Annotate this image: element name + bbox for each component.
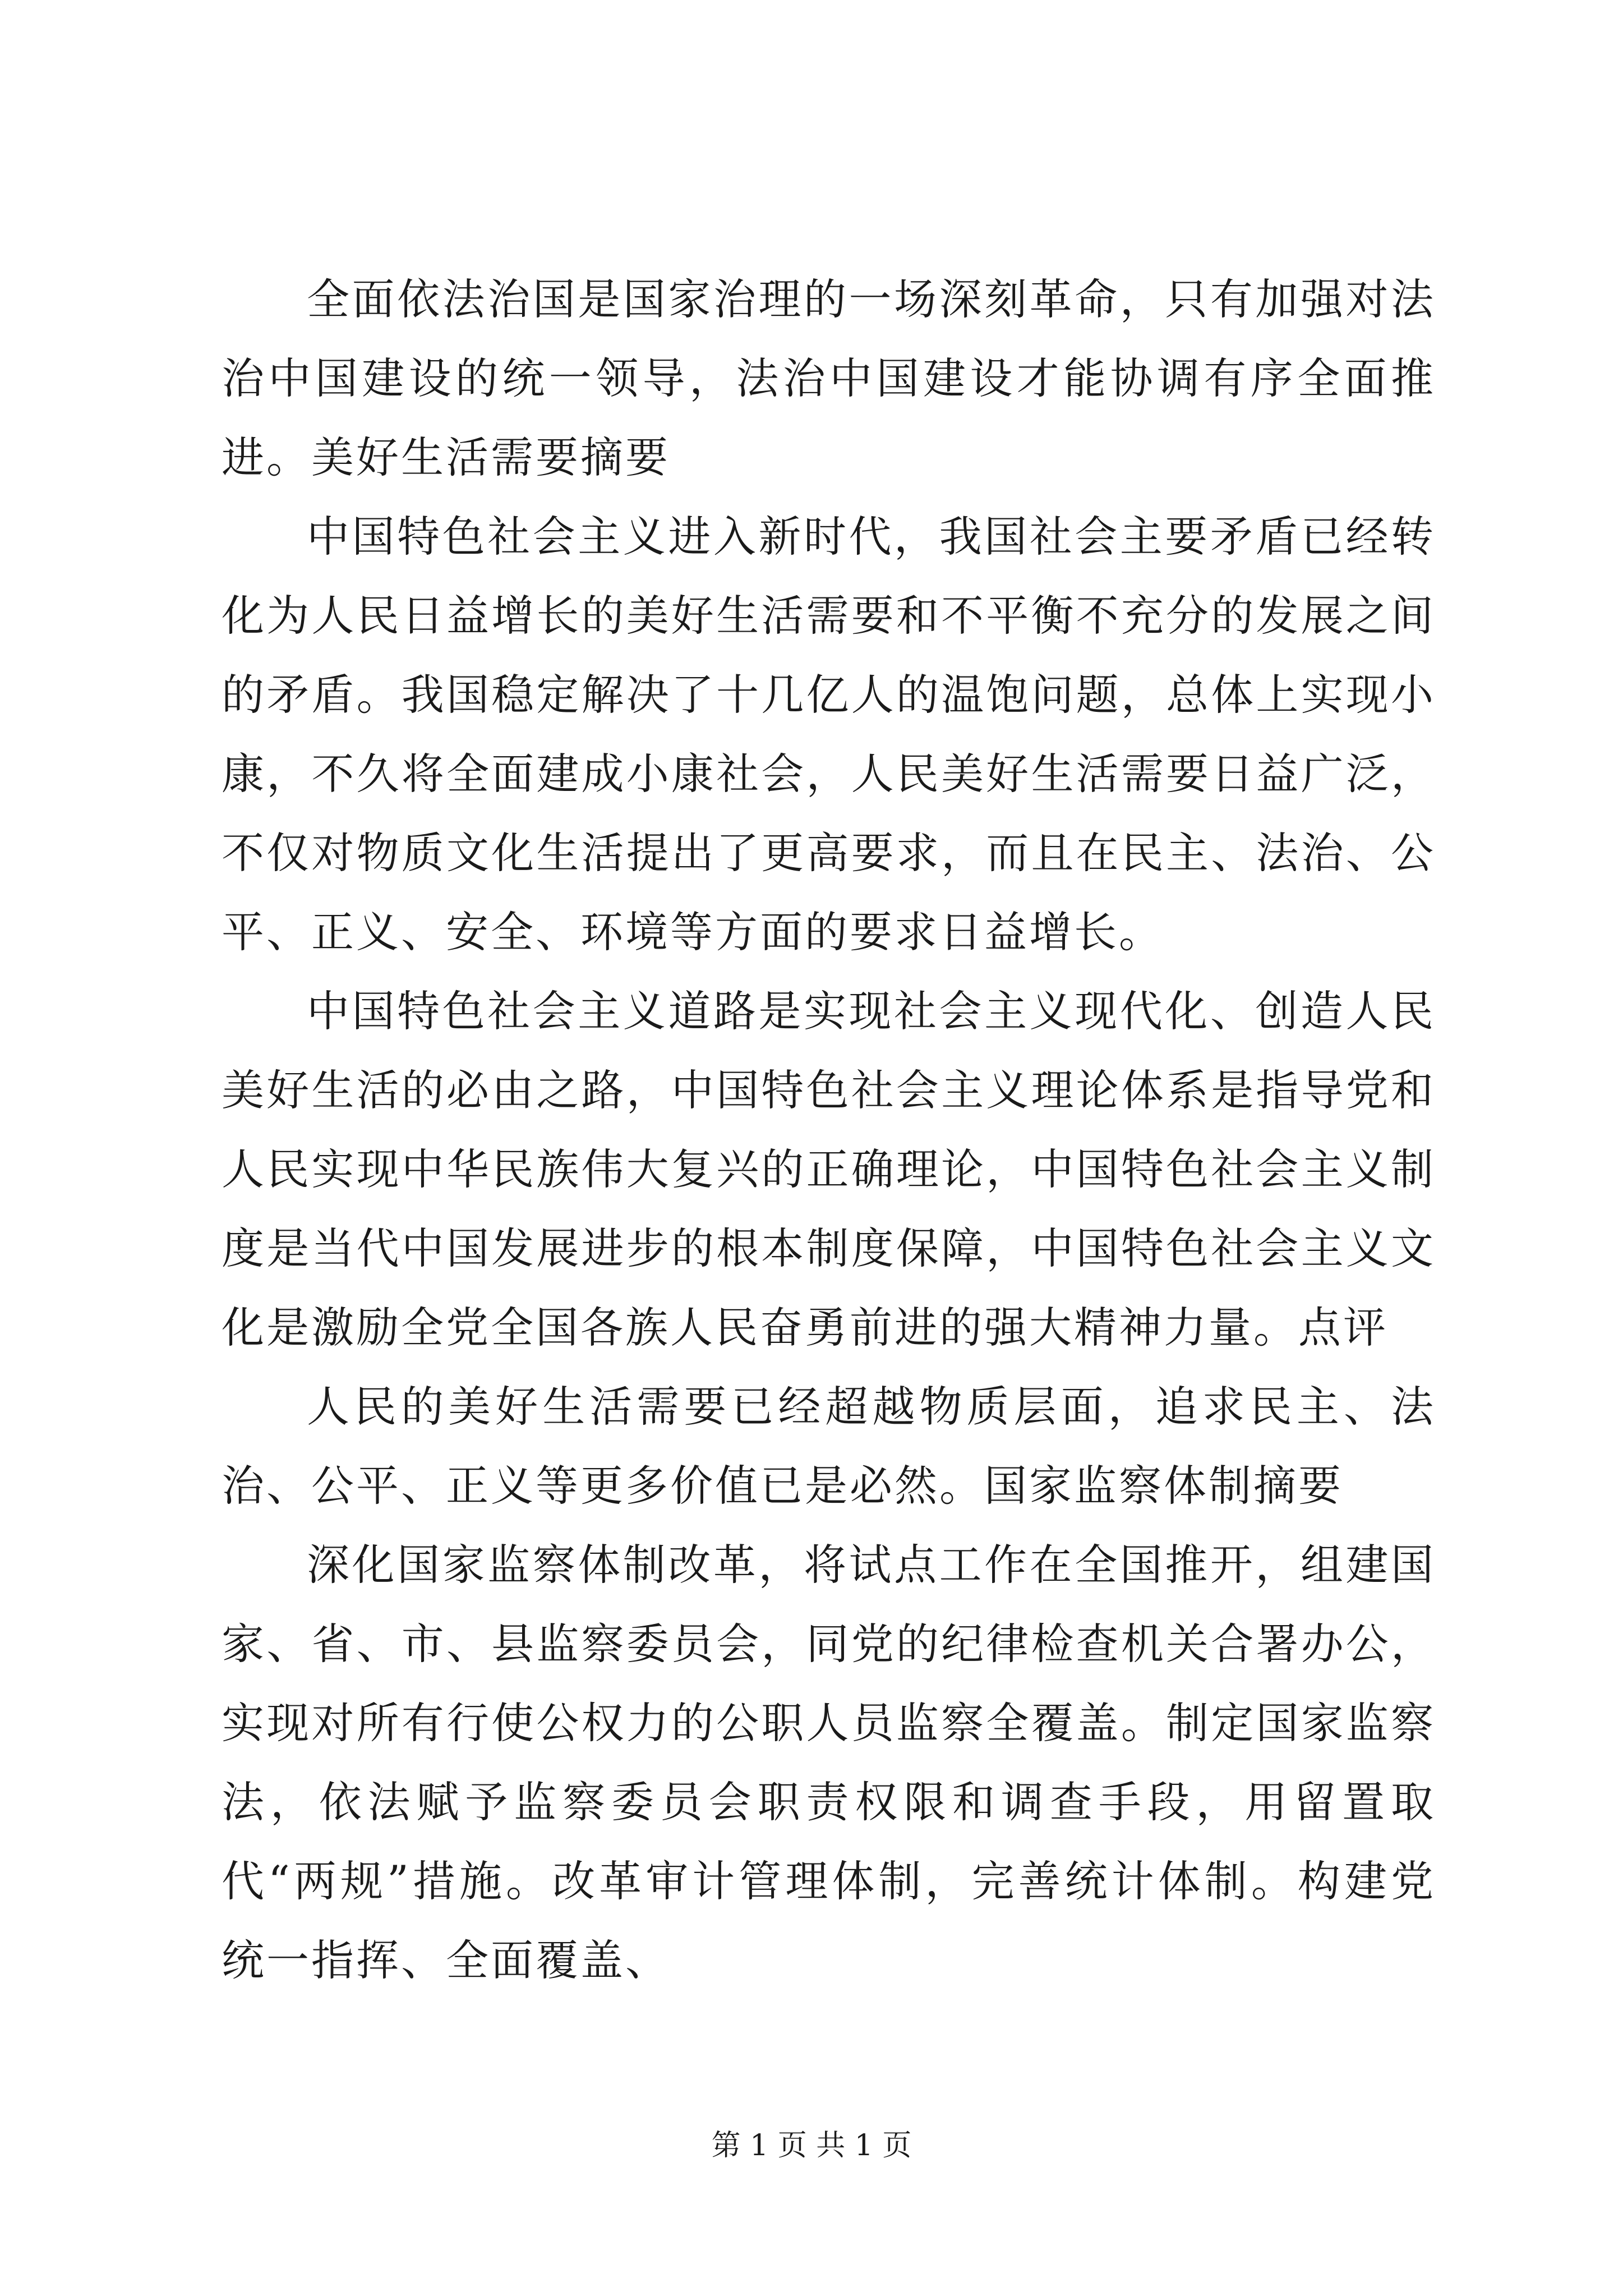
paragraph-1: 全面依法治国是国家治理的一场深刻革命，只有加强对法治中国建设的统一领导，法治中国建设才能协调有序全面推进。美好生活需要摘要	[222, 274, 1436, 482]
paragraph-2: 中国特色社会主义进入新时代，我国社会主要矛盾已经转化为人民日益增长的美好生活需要和不平衡不充分的发展之间的矛盾。我国稳定解决了十几亿人的温饱问题，总体上实现小康，不久将全面建成小康社会，人民美好生活需要日益广泛，不仅对物质文化生活提出了更高要求，而且在民主、法治、公平、正义、安全、环境等方面的要求日益增长。	[222, 512, 1436, 957]
paragraph-5: 深化国家监察体制改革，将试点工作在全国推开，组建国家、省、市、县监察委员会，同党的纪律检查机关合署办公，实现对所有行使公权力的公职人员监察全覆盖。制定国家监察法，依法赋予监察委员会职责权限和调查手段，用留置取代“两规”措施。改革审计管理体制，完善统计体制。构建党统一指挥、全面覆盖、	[222, 1540, 1436, 1985]
paragraph-3: 中国特色社会主义道路是实现社会主义现代化、创造人民美好生活的必由之路，中国特色社会主义理论体系是指导党和人民实现中华民族伟大复兴的正确理论，中国特色社会主义制度是当代中国发展进步的根本制度保障，中国特色社会主义文化是激励全党全国各族人民奋勇前进的强大精神力量。点评	[222, 986, 1436, 1352]
document-body	[222, 260, 1436, 2000]
paragraph-4: 人民的美好生活需要已经超越物质层面，追求民主、法治、公平、正义等更多价值已是必然。国家监察体制摘要	[222, 1382, 1436, 1511]
page-footer: 第 1 页 共 1 页	[711, 2129, 912, 2162]
